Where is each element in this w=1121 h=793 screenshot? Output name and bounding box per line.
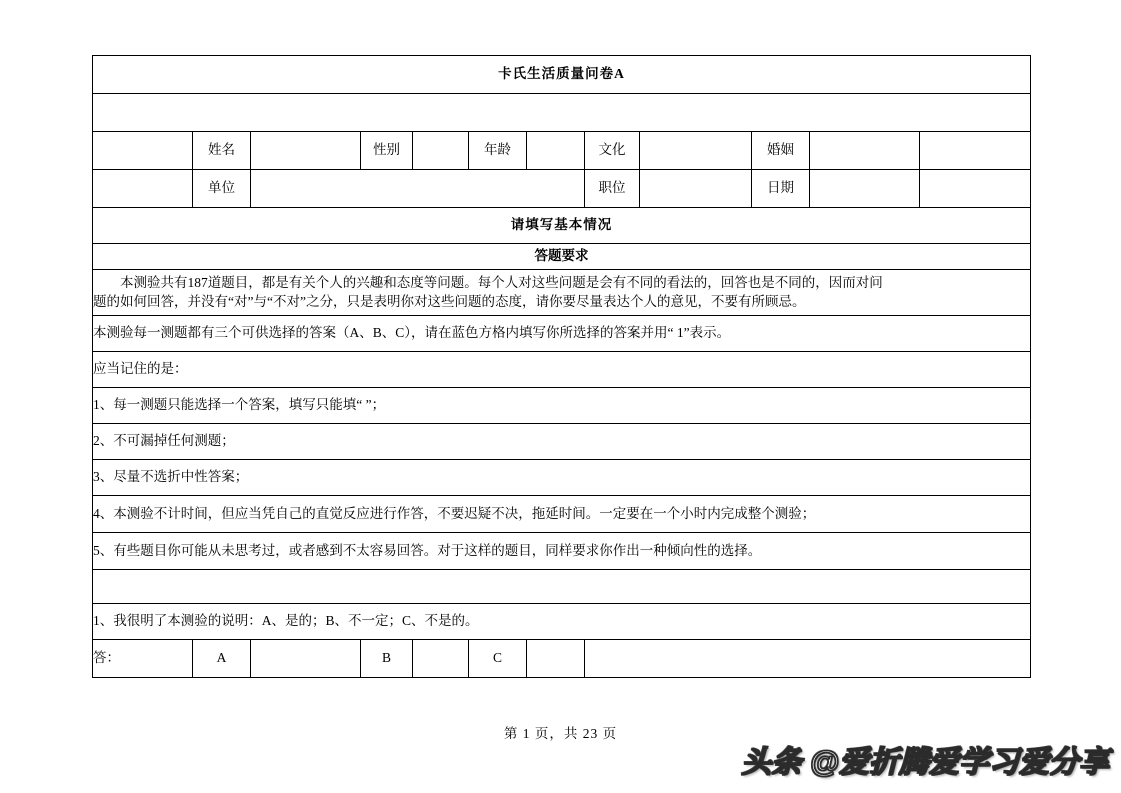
- rule-row-3: [93, 460, 1031, 496]
- form-row1-trailing-blank: [920, 132, 1031, 170]
- questionnaire-table: [92, 55, 1031, 678]
- intro-paragraph-row: [93, 270, 1031, 316]
- rule-text-5: 5、有些题目你可能从未思考过，或者感到不太容易回答。对于这样的题目，同样要求你作出一种倾向性的选择。: [93, 533, 1031, 570]
- unit-label: 单位: [193, 170, 251, 208]
- questionnaire-sheet: [92, 55, 1030, 678]
- unit-input[interactable]: [251, 170, 585, 208]
- red-notice-text: 请填写基本情况: [93, 208, 1031, 244]
- rule-row-2: [93, 424, 1031, 460]
- option-c-label: C: [469, 640, 527, 678]
- option-a-label: A: [193, 640, 251, 678]
- remember-intro-row: [93, 352, 1031, 388]
- spacer-row-top: [93, 94, 1031, 132]
- rule-text-3: 3、尽量不选折中性答案；: [93, 460, 1031, 496]
- document-title: 卡氏生活质量问卷A: [93, 56, 1031, 94]
- remember-intro-text: 应当记住的是：: [93, 352, 1031, 388]
- question-text-1: 1、我很明了本测验的说明：A、是的；B、不一定；C、不是的。: [93, 604, 1031, 640]
- option-a-box[interactable]: [251, 640, 361, 678]
- name-input[interactable]: [251, 132, 361, 170]
- section-heading-text: 答题要求: [93, 244, 1031, 270]
- age-input[interactable]: [527, 132, 585, 170]
- answer-format-text: 本测验每一测题都有三个可供选择的答案（A、B、C），请在蓝色方格内填写你所选择的答案并用“ 1”表示。: [93, 316, 1031, 352]
- intro-paragraph-line1: 本测验共有187道题目，都是有关个人的兴趣和态度等问题。每个人对这些问题是会有不同的看法的，回答也是不同的，因而对问: [120, 275, 883, 291]
- red-notice-row: [93, 208, 1031, 244]
- rule-text-2: 2、不可漏掉任何测题；: [93, 424, 1031, 460]
- spacer-cell-mid: [93, 570, 1031, 604]
- date-label: 日期: [752, 170, 810, 208]
- rule-row-1: [93, 388, 1031, 424]
- form-row-work: [93, 170, 1031, 208]
- form-row-personal: [93, 132, 1031, 170]
- option-b-box[interactable]: [413, 640, 469, 678]
- intro-paragraph-line2: 题的如何回答，并没有“对”与“不对”之分，只是表明你对这些问题的态度，请你要尽量表达个人的意见，不要有所顾忌。: [93, 293, 806, 309]
- rule-text-1: 1、每一测题只能选择一个答案，填写只能填“ ”；: [93, 388, 1031, 424]
- form-row1-leading-blank: [93, 132, 193, 170]
- page-footer: 第 1 页，共 23 页: [503, 726, 618, 741]
- option-b-label: B: [361, 640, 413, 678]
- question-row-1: [93, 604, 1031, 640]
- answer-row-1: [93, 640, 1031, 678]
- intro-paragraph-cell: [93, 270, 1031, 316]
- marriage-input[interactable]: [810, 132, 920, 170]
- rule-text-4: 4、本测验不计时间，但应当凭自己的直觉反应进行作答，不要迟疑不决，拖延时间。一定要在一个小时内完成整个测验；: [93, 496, 1031, 533]
- spacer-cell-top: [93, 94, 1031, 132]
- position-label: 职位: [585, 170, 640, 208]
- spacer-row-mid: [93, 570, 1031, 604]
- date-input[interactable]: [810, 170, 920, 208]
- age-label: 年龄: [469, 132, 527, 170]
- answer-label: 答：: [93, 640, 193, 678]
- section-heading-row: [93, 244, 1031, 270]
- rule-row-4: [93, 496, 1031, 533]
- watermark-text: 头条 @爱折腾爱学习爱分享: [741, 746, 1109, 779]
- answer-format-row: [93, 316, 1031, 352]
- answer-row-trailing-blank: [585, 640, 1031, 678]
- marriage-label: 婚姻: [752, 132, 810, 170]
- gender-input[interactable]: [413, 132, 469, 170]
- education-label: 文化: [585, 132, 640, 170]
- position-input[interactable]: [640, 170, 752, 208]
- rule-row-5: [93, 533, 1031, 570]
- name-label: 姓名: [193, 132, 251, 170]
- form-row2-leading-blank: [93, 170, 193, 208]
- form-row2-trailing-blank: [920, 170, 1031, 208]
- option-c-box[interactable]: [527, 640, 585, 678]
- title-row: [93, 56, 1031, 94]
- gender-label: 性别: [361, 132, 413, 170]
- education-input[interactable]: [640, 132, 752, 170]
